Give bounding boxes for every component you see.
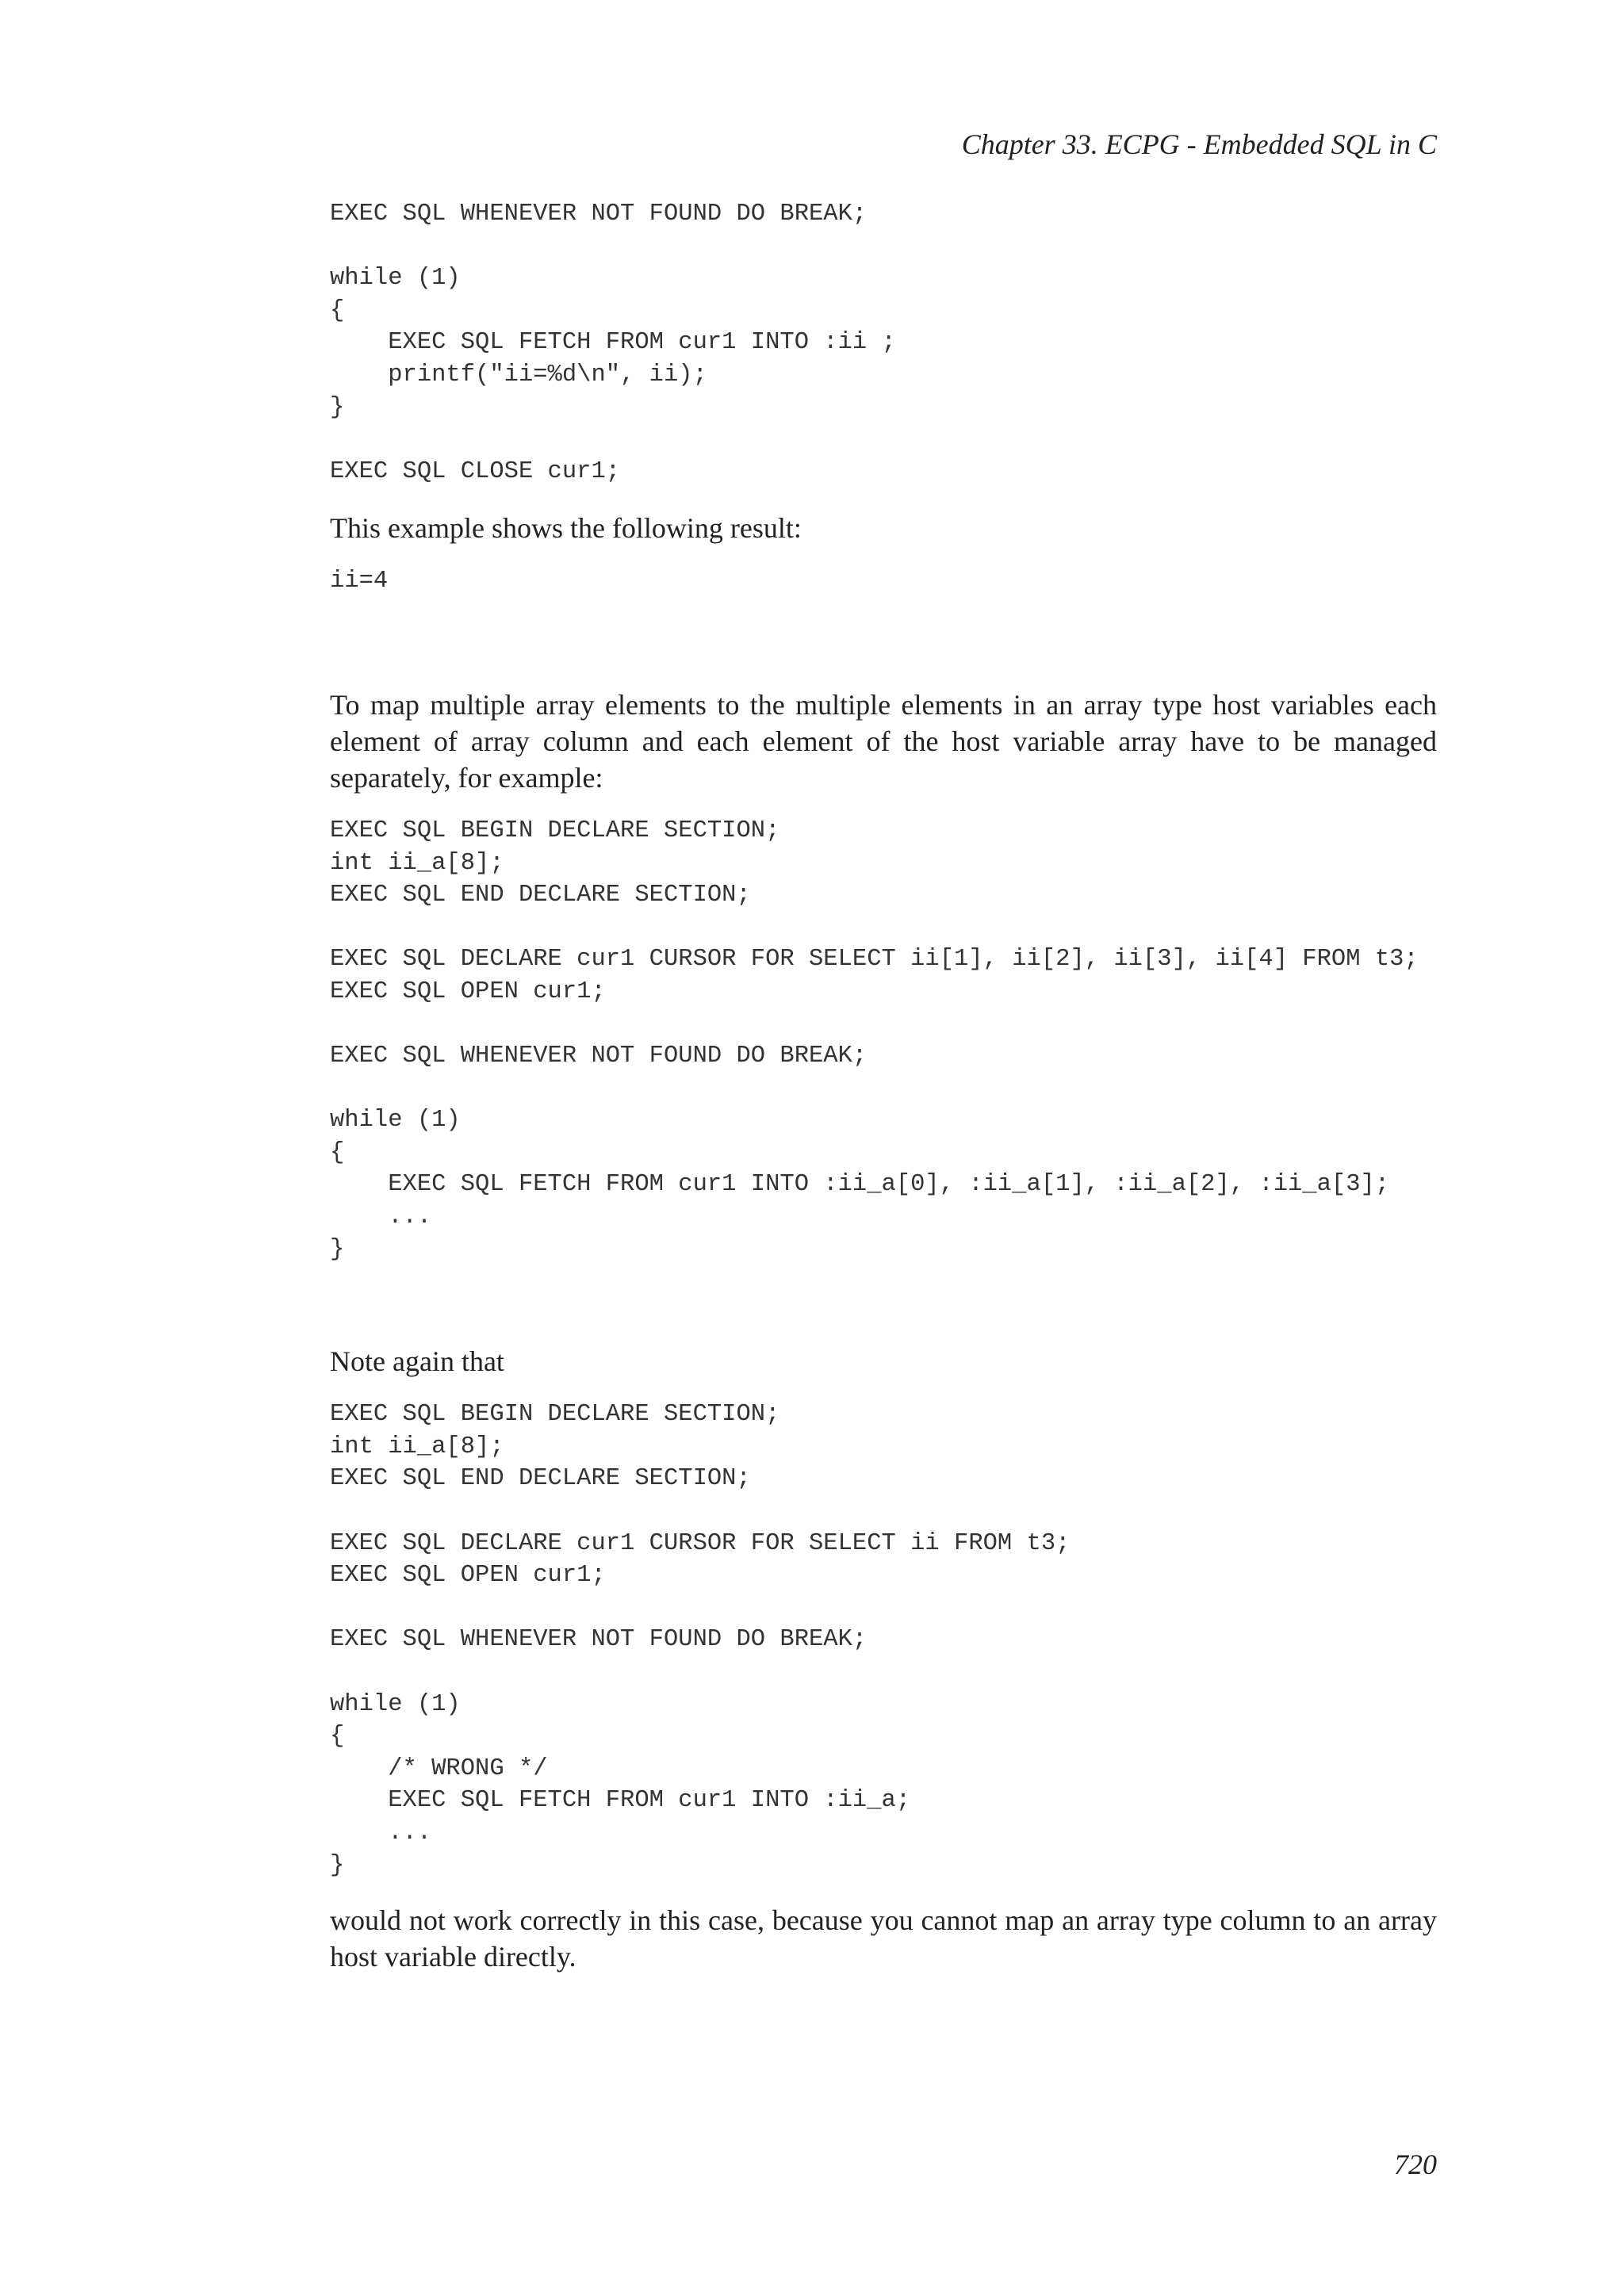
page-content (330, 198, 1437, 1975)
code-line: EXEC SQL WHENEVER NOT FOUND DO BREAK; (330, 1043, 868, 1070)
code-line: EXEC SQL CLOSE cur1; (330, 457, 621, 485)
code-line: printf("ii=%d\n", ii); (330, 361, 707, 388)
code-line: ... (330, 1203, 432, 1231)
code-block-4 (330, 1399, 1437, 1881)
code-line: EXEC SQL FETCH FROM cur1 INTO :ii_a[0], :ii_a[1], :ii_a[2], :ii_a[3]; (330, 1171, 1390, 1199)
code-line (330, 423, 1437, 456)
code-line: EXEC SQL WHENEVER NOT FOUND DO BREAK; (330, 201, 868, 228)
code-line: while (1) (330, 265, 461, 293)
code-line (330, 1495, 1437, 1528)
code-line: EXEC SQL FETCH FROM cur1 INTO :ii ; (330, 329, 896, 357)
running-header: Chapter 33. ECPG - Embedded SQL in C (961, 128, 1437, 160)
code-line: } (330, 393, 345, 421)
code-block-3 (330, 815, 1437, 1265)
code-line (330, 231, 1437, 263)
code-line (330, 1656, 1437, 1689)
paragraph-note-again: Note again that (330, 1345, 504, 1378)
paragraph-result-intro: This example shows the following result: (330, 512, 802, 545)
code-line: EXEC SQL OPEN cur1; (330, 1562, 606, 1590)
code-line (330, 1008, 1437, 1041)
code-line: EXEC SQL BEGIN DECLARE SECTION; (330, 817, 780, 844)
code-line: } (330, 1235, 345, 1263)
code-line: int ii_a[8]; (330, 849, 504, 877)
code-block-1 (330, 198, 1437, 488)
code-line: { (330, 297, 345, 324)
code-line: { (330, 1138, 345, 1166)
code-line: int ii_a[8]; (330, 1433, 504, 1460)
code-line: EXEC SQL END DECLARE SECTION; (330, 882, 751, 909)
paragraph-conclusion: would not work correctly in this case, because you cannot map an array type column to an array host variable directly. (330, 1904, 1437, 1973)
code-line: EXEC SQL OPEN cur1; (330, 978, 606, 1005)
code-line: EXEC SQL FETCH FROM cur1 INTO :ii_a; (330, 1787, 911, 1815)
page-number: 720 (1394, 2149, 1437, 2180)
code-line: EXEC SQL BEGIN DECLARE SECTION; (330, 1401, 780, 1429)
paragraph-array-mapping: To map multiple array elements to the multiple elements in an array type host variables each element of array column and each element of the host variable array have to be managed separately, for example: (330, 688, 1437, 794)
code-line: { (330, 1723, 345, 1751)
code-line: /* WRONG */ (330, 1755, 548, 1782)
code-line (330, 1073, 1437, 1105)
code-line (330, 912, 1437, 944)
code-line: EXEC SQL END DECLARE SECTION; (330, 1465, 751, 1493)
code-line: ii=4 (330, 568, 389, 595)
code-line: } (330, 1851, 345, 1879)
code-line: EXEC SQL WHENEVER NOT FOUND DO BREAK; (330, 1626, 868, 1654)
code-line: EXEC SQL DECLARE cur1 CURSOR FOR SELECT ii FROM t3; (330, 1529, 1071, 1557)
code-line: ... (330, 1819, 432, 1846)
code-line: while (1) (330, 1690, 461, 1718)
code-line (330, 1592, 1437, 1624)
code-line: EXEC SQL DECLARE cur1 CURSOR FOR SELECT ii[1], ii[2], ii[3], ii[4] FROM t3; (330, 946, 1419, 974)
code-line: while (1) (330, 1107, 461, 1135)
code-block-2 (330, 565, 1437, 598)
